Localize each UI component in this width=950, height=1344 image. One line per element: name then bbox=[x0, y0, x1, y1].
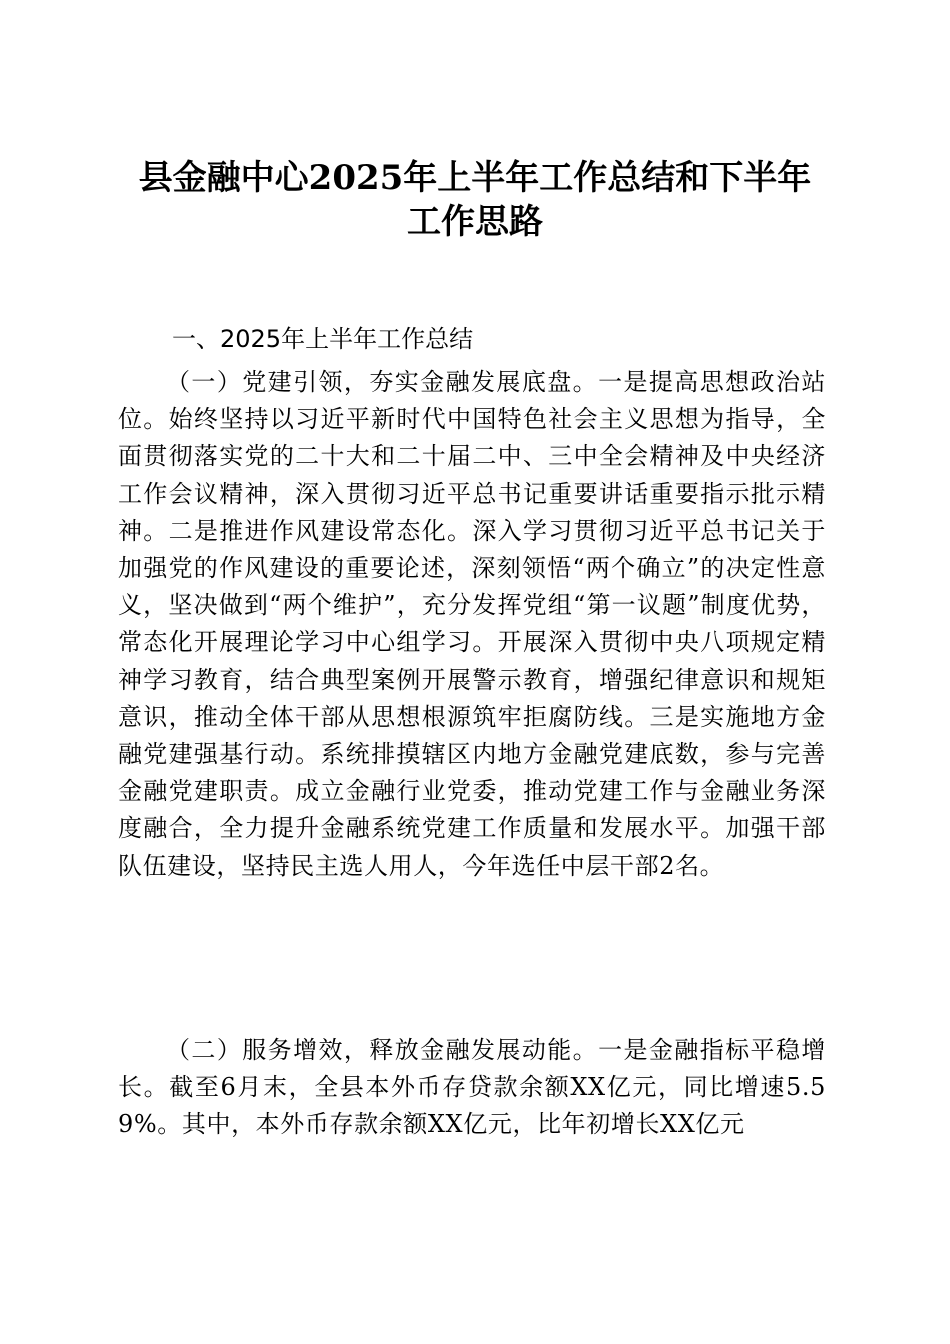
paragraph-service-efficiency: （二）服务增效，释放金融发展动能。一是金融指标平稳增长。截至6月末，全县本外币存贷款余额XX亿元，同比增速5.59%。其中，本外币存款余额XX亿元，比年初增长XX亿元 bbox=[118, 1036, 826, 1139]
paragraph-party-building: （一）党建引领，夯实金融发展底盘。一是提高思想政治站位。始终坚持以习近平新时代中国特色社会主义思想为指导，全面贯彻落实党的二十大和二十届二中、三中全会精神及中央经济工作会议精神，深入贯彻习近平总书记重要讲话重要指示批示精神。二是推进作风建设常态化。深入学习贯彻习近平总书记关于加强党的作风建设的重要论述，深刻领悟“两个确立”的决定性意义，坚决做到“两个维护”，充分发挥党组“第一议题”制度优势，常态化开展理论学习中心组学习。开展深入贯彻中央八项规定精神学习教育，结合典型案例开展警示教育，增强纪律意识和规矩意识，推动全体干部从思想根源筑牢拒腐防线。三是实施地方金融党建强基行动。系统排摸辖区内地方金融党建底数，参与完善金融党建职责。成立金融行业党委，推动党建工作与金融业务深度融合，全力提升金融系统党建工作质量和发展水平。加强干部队伍建设，坚持民主选人用人，今年选任中层干部2名。 bbox=[118, 368, 826, 880]
section-heading: 一、2025年上半年工作总结 bbox=[172, 325, 474, 353]
document-title-line-1: 县金融中心2025年上半年工作总结和下半年 bbox=[138, 158, 812, 198]
document-title-line-2: 工作思路 bbox=[407, 202, 543, 242]
